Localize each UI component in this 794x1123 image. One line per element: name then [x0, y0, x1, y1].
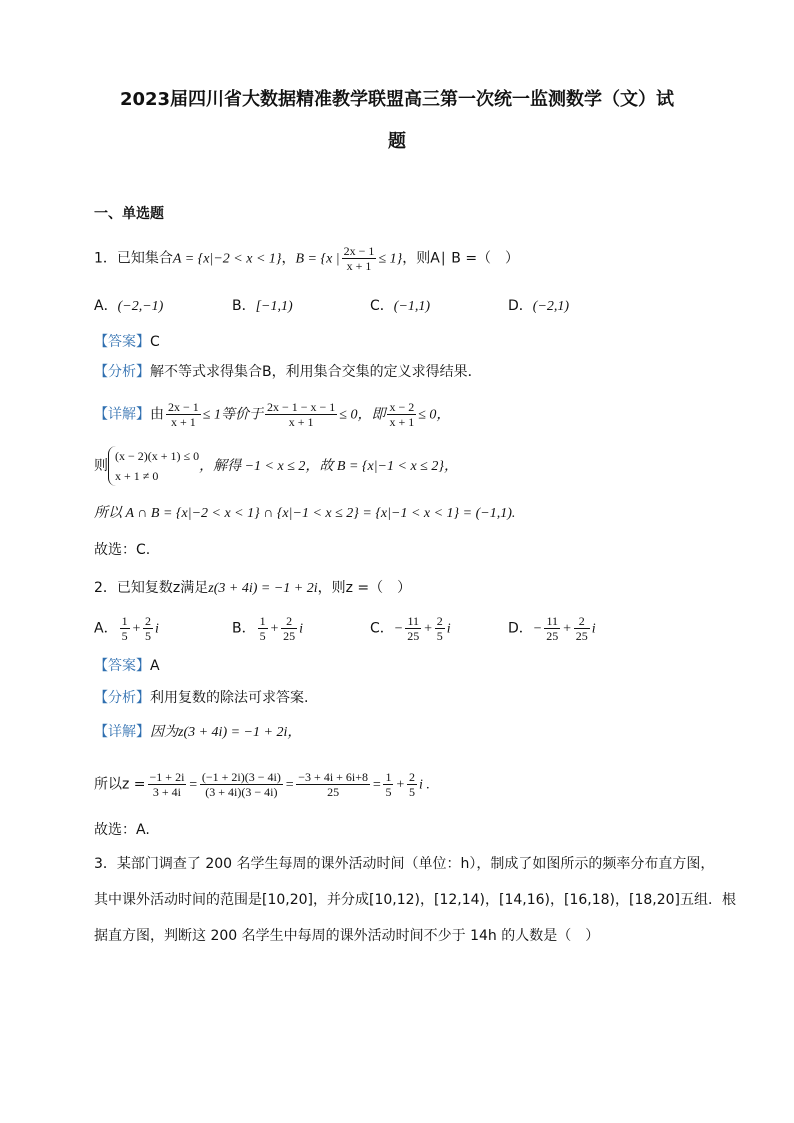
numerator: 1: [259, 614, 266, 628]
numerator: x − 2: [389, 400, 415, 414]
option-label: D．: [508, 620, 533, 637]
denominator: x + 1: [171, 415, 196, 429]
denominator: 3 + 4i: [152, 785, 182, 799]
q1-option-a[interactable]: [94, 298, 163, 315]
equals-sign: =: [188, 777, 198, 793]
fraction: [200, 770, 283, 799]
q1-detail-line-3: 所以 A ∩ B = {x|−2 < x < 1} ∩ {x|−1 < x ≤ 2} = {x|−1 < x < 1} = (−1,1).: [94, 506, 516, 521]
fraction: [383, 770, 393, 799]
q1-set-b-fraction: [342, 244, 377, 273]
q1-analysis: [94, 364, 482, 380]
numerator: 2: [145, 614, 152, 628]
analysis-text: 利用复数的除法可求答案.: [150, 690, 309, 706]
detail-text: 所以z =: [94, 776, 146, 793]
fraction: [258, 614, 268, 643]
q2-tail: ，则z =（ ）: [317, 580, 412, 596]
answer-value: C: [150, 334, 160, 350]
analysis-tag: 【分析】: [94, 364, 150, 380]
numerator: 11: [405, 614, 421, 629]
option-sign: +: [562, 621, 572, 637]
fraction: [544, 614, 560, 643]
answer-tag: 【答案】: [94, 658, 150, 674]
question-2: [94, 580, 411, 597]
answer-value: A: [150, 658, 160, 674]
numerator: (−1 + 2i)(3 − 4i): [201, 770, 281, 784]
option-value: (−2,1): [532, 299, 570, 314]
detail-tag: 【详解】: [94, 724, 150, 740]
option-lead: −: [393, 621, 404, 637]
q1-set-b-end: ≤ 1}: [378, 251, 403, 267]
detail-text: 则: [94, 458, 108, 474]
q2-analysis: [94, 690, 308, 706]
detail-tag: 【详解】: [94, 406, 150, 423]
page-title: 2023届四川省大数据精准教学联盟高三第一次统一监测数学（文）试: [119, 89, 675, 110]
q1-comma: ，: [281, 250, 296, 267]
q2-option-b[interactable]: [232, 614, 303, 643]
fraction: [281, 614, 297, 643]
option-sign: +: [423, 621, 433, 637]
option-label: B．: [232, 298, 256, 314]
analysis-text: 解不等式求得集合B，利用集合交集的定义求得结果．: [150, 364, 482, 380]
numerator: 2: [281, 614, 297, 629]
denominator: 5: [385, 785, 392, 799]
question-3-line-3: 据直方图，判断这 200 名学生中每周的课外活动时间不少于 14h 的人数是（ ）: [94, 928, 600, 944]
plus-sign: +: [395, 777, 405, 793]
option-value: [−1,1): [255, 299, 293, 314]
fraction: [143, 614, 153, 643]
q2-option-c[interactable]: [370, 614, 451, 643]
q2-conclusion: 故选：A.: [94, 822, 150, 838]
fraction: [574, 614, 590, 643]
denominator: 5: [436, 629, 443, 643]
option-suffix: i: [299, 621, 303, 637]
detail-text: 因为z(3 + 4i) = −1 + 2i，: [150, 725, 302, 740]
numerator: −1 + 2i: [149, 770, 185, 784]
option-label: C．: [370, 620, 394, 637]
fraction: [148, 770, 187, 799]
denominator: 5: [145, 629, 152, 643]
option-label: A．: [94, 298, 118, 314]
q1-prefix: 1．已知集合: [94, 250, 173, 267]
question-3-line-2: 其中课外活动时间的范围是[10,20]，并分成[10,12)，[12,14)，[14,16)，[16,18)，[18,20]五组．根: [94, 892, 737, 908]
option-lead: −: [532, 621, 543, 637]
fraction: [387, 400, 416, 429]
denominator: 25: [327, 785, 340, 799]
numerator: 2: [574, 614, 590, 629]
denominator: 5: [121, 629, 128, 643]
q2-detail-line-1: [94, 724, 301, 741]
option-label: B．: [232, 620, 256, 637]
q1-set-a: A = {x|−2 < x < 1}: [172, 251, 282, 267]
option-label: D．: [508, 298, 533, 314]
q1-answer: [94, 334, 160, 350]
page-title-cont: 题: [388, 131, 406, 152]
question-1: [94, 244, 519, 273]
equals-sign: =: [372, 777, 382, 793]
q1-option-d[interactable]: [508, 298, 569, 315]
numerator: 2x − 1 − x − 1: [266, 400, 336, 414]
option-suffix: i: [591, 621, 596, 637]
denominator: 5: [259, 629, 266, 643]
detail-text: i .: [418, 777, 430, 793]
numerator: 2x − 1: [343, 244, 375, 258]
system-row: x + 1 ≠ 0: [115, 469, 159, 483]
option-suffix: i: [155, 621, 159, 637]
denominator: x + 1: [288, 415, 314, 429]
analysis-tag: 【分析】: [94, 690, 150, 706]
q2-option-d[interactable]: [508, 614, 596, 643]
denominator: 25: [575, 629, 588, 643]
q2-equation: z(3 + 4i) = −1 + 2i: [208, 581, 318, 596]
q1-option-c[interactable]: [370, 298, 430, 315]
fraction: [265, 400, 337, 429]
option-value: (−2,−1): [117, 299, 164, 314]
q2-option-a[interactable]: [94, 614, 159, 643]
inequality-system: [108, 446, 199, 486]
numerator: 11: [544, 614, 560, 629]
question-3-line-1: 3．某部门调查了 200 名学生每周的课外活动时间（单位：h），制成了如图所示的频率分布直方图，: [94, 856, 715, 872]
numerator: 2: [436, 614, 443, 628]
q1-set-b-start: B = {x |: [295, 251, 340, 267]
q1-option-b[interactable]: [232, 298, 293, 315]
equals-sign: =: [284, 777, 295, 793]
detail-text: ，解得 −1 < x ≤ 2，故 B = {x|−1 < x ≤ 2}，: [199, 459, 458, 474]
denominator: x + 1: [389, 415, 415, 429]
numerator: 2: [408, 770, 415, 784]
fraction: [166, 400, 201, 429]
detail-text: ≤ 0，即: [339, 407, 386, 423]
fraction: [407, 770, 417, 799]
option-sign: +: [131, 621, 142, 637]
option-value: (−1,1): [393, 299, 431, 314]
denominator: (3 + 4i)(3 − 4i): [205, 785, 278, 799]
q1-detail-line-2: [94, 446, 458, 486]
denominator: 25: [283, 629, 296, 643]
numerator: 1: [385, 770, 392, 784]
system-row: (x − 2)(x + 1) ≤ 0: [115, 449, 200, 463]
numerator: 2x − 1: [168, 400, 199, 414]
q1-detail-line-1: [94, 400, 450, 429]
q1-tail: ，则A∣ B =（ ）: [402, 250, 520, 267]
option-label: A．: [94, 620, 118, 637]
option-suffix: i: [446, 621, 451, 637]
q2-prefix: 2．已知复数z满足: [94, 580, 209, 596]
fraction: [120, 614, 130, 643]
section-heading: 一、单选题: [94, 206, 164, 222]
q2-answer: [94, 658, 160, 674]
q2-detail-line-2: [94, 770, 430, 799]
detail-text: 由: [150, 406, 164, 423]
fraction: [435, 614, 445, 643]
q1-conclusion: 故选：C.: [94, 542, 151, 558]
option-label: C．: [370, 298, 394, 314]
option-sign: +: [269, 621, 280, 637]
denominator: 5: [408, 785, 415, 799]
denominator: x + 1: [346, 259, 372, 273]
answer-tag: 【答案】: [94, 334, 150, 350]
detail-text: ≤ 0，: [418, 407, 451, 423]
fraction: [296, 770, 370, 799]
fraction: [405, 614, 421, 643]
detail-text: ≤ 1等价于: [202, 407, 263, 423]
numerator: −3 + 4i + 6i+8: [298, 770, 369, 784]
denominator: 25: [546, 629, 559, 643]
denominator: 25: [407, 629, 420, 643]
numerator: 1: [121, 614, 128, 628]
